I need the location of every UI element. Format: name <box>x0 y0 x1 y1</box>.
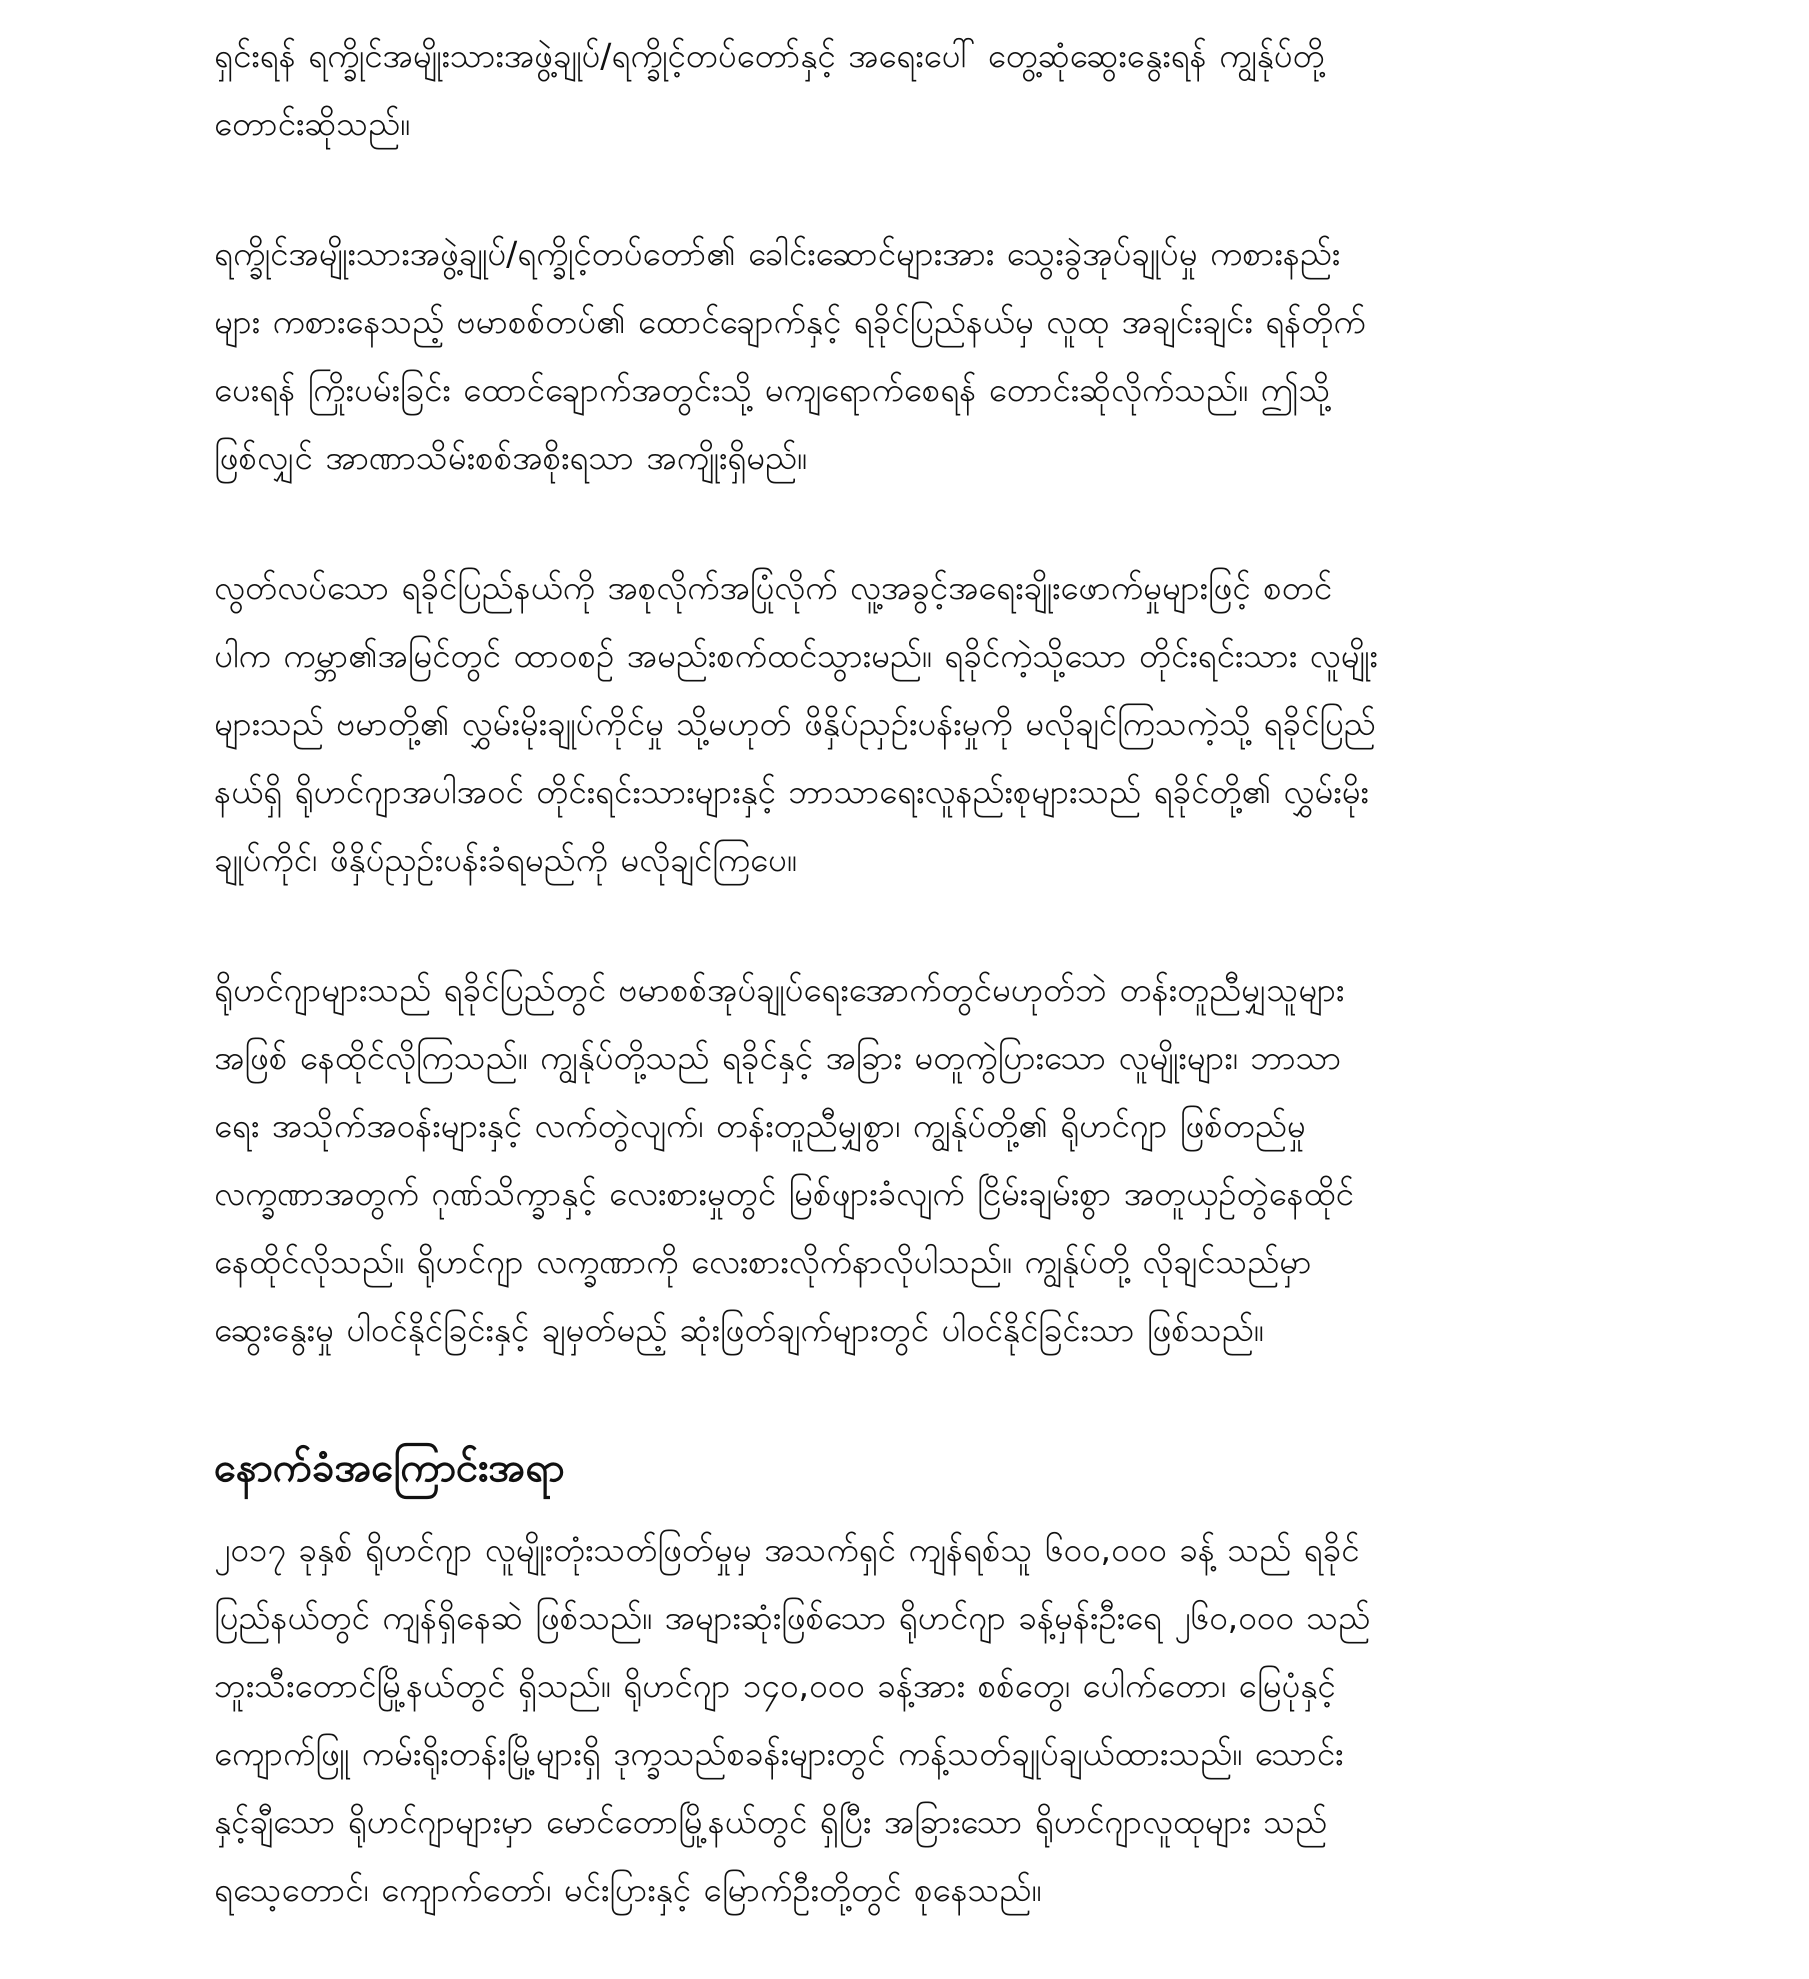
text-line: လက္ခဏာအတွက် ဂုဏ်သိက္ခာနှင့် လေးစားမှုတွင် မြစ်ဖျားခံလျက် ငြိမ်းချမ်းစွာ အတူယှဉ်တွဲနေထိုင် <box>214 1174 1354 1213</box>
text-line: များသည် ဗမာတို့၏ လွှမ်းမိုးချုပ်ကိုင်မှု သို့မဟုတ် ဖိနှိပ်ညှဉ်းပန်းမှုကို မလိုချင်ကြသကဲ့သို့ ရခိုင်ပြည် <box>214 704 1376 743</box>
text-line: ပြည်နယ်တွင် ကျန်ရှိနေဆဲ ဖြစ်သည်။ အများဆုံးဖြစ်သော ရိုဟင်ဂျာ ခန့်မှန်းဦးရေ ၂၆၀,၀၀၀ သည် <box>214 1598 1371 1637</box>
text-line: တောင်းဆိုသည်။ <box>214 104 411 143</box>
paragraph-4 <box>214 956 1595 1364</box>
text-line: ကျောက်ဖြူ ကမ်းရိုးတန်းမြို့များရှိ ဒုက္ခသည်စခန်းများတွင် ကန့်သတ်ချုပ်ချယ်ထားသည်။ သောင်း <box>214 1734 1344 1773</box>
text-line: အဖြစ် နေထိုင်လိုကြသည်။ ကျွန်ုပ်တို့သည် ရခိုင်နှင့် အခြား မတူကွဲပြားသော လူမျိုးများ၊ ဘာသာ <box>214 1038 1342 1077</box>
text-line: ဖြစ်လျှင် အာဏာသိမ်းစစ်အစိုးရသာ အကျိုးရှိမည်။ <box>214 438 807 477</box>
text-line: ရသေ့တောင်၊ ကျောက်တော်၊ မင်းပြားနှင့် မြောက်ဦးတို့တွင် စုနေသည်။ <box>214 1870 1042 1909</box>
paragraph-2 <box>214 220 1595 492</box>
text-line: ရေး အသိုက်အဝန်းများနှင့် လက်တွဲလျက်၊ တန်းတူညီမျှစွာ၊ ကျွန်ုပ်တို့၏ ရိုဟင်ဂျာ ဖြစ်တည်မှု <box>214 1106 1306 1145</box>
text-line: နှင့်ချီသော ရိုဟင်ဂျာများမှာ မောင်တောမြို့နယ်တွင် ရှိပြီး အခြားသော ရိုဟင်ဂျာလူထုများ သည် <box>214 1802 1328 1841</box>
text-line: ပါက ကမ္ဘာ၏အမြင်တွင် ထာဝစဉ် အမည်းစက်ထင်သွားမည်။ ရခိုင်ကဲ့သို့သော တိုင်းရင်းသား လူမျိုး <box>214 636 1378 675</box>
section-heading: နောက်ခံအကြောင်းအရာ <box>214 1445 565 1491</box>
text-line: ၂၀၁၇ ခုနှစ် ရိုဟင်ဂျာ လူမျိုးတုံးသတ်ဖြတ်မှုမှ အသက်ရှင် ကျန်ရစ်သူ ၆၀၀,၀၀၀ ခန့် သည် ရခိုင် <box>214 1530 1360 1569</box>
paragraph-1 <box>214 22 1595 158</box>
text-line: ရက္ခိုင်အမျိုးသားအဖွဲ့ချုပ်/ရက္ခိုင့်တပ်တော်၏ ခေါင်းဆောင်များအား သွေးခွဲအုပ်ချုပ်မှု ကစားနည်း <box>214 234 1341 273</box>
text-line: ဆွေးနွေးမှု ပါဝင်နိုင်ခြင်းနှင့် ချမှတ်မည့် ဆုံးဖြတ်ချက်များတွင် ပါဝင်နိုင်ခြင်းသာ ဖြစ်သည်။ <box>214 1310 1264 1349</box>
text-line: ရိုဟင်ဂျာများသည် ရခိုင်ပြည်တွင် ဗမာစစ်အုပ်ချုပ်ရေးအောက်တွင်မဟုတ်ဘဲ တန်းတူညီမျှသူများ <box>214 970 1345 1009</box>
paragraph-3 <box>214 554 1595 894</box>
text-line: များ ကစားနေသည့် ဗမာစစ်တပ်၏ ထောင်ချောက်နှင့် ရခိုင်ပြည်နယ်မှ လူထု အချင်းချင်း ရန်တိုက် <box>214 302 1366 341</box>
text-line: ချုပ်ကိုင်၊ ဖိနှိပ်ညှဉ်းပန်းခံရမည်ကို မလိုချင်ကြပေ။ <box>214 840 797 879</box>
text-line: ဘူးသီးတောင်မြို့နယ်တွင် ရှိသည်။ ရိုဟင်ဂျာ ၁၄၀,၀၀၀ ခန့်အား စစ်တွေ၊ ပေါက်တော၊ မြေပုံနှင့် <box>214 1666 1336 1705</box>
text-line: နယ်ရှိ ရိုဟင်ဂျာအပါအဝင် တိုင်းရင်းသားများနှင့် ဘာသာရေးလူနည်းစုများသည် ရခိုင်တို့၏ လွှမ်းမိုး <box>214 772 1369 811</box>
text-line: လွတ်လပ်သော ရခိုင်ပြည်နယ်ကို အစုလိုက်အပြုံလိုက် လူ့အခွင့်အရေးချိုးဖောက်မှုများဖြင့် စတင် <box>214 568 1333 607</box>
background-paragraph <box>214 1516 1595 1924</box>
text-line: ရှင်းရန် ရက္ခိုင်အမျိုးသားအဖွဲ့ချုပ်/ရက္ခိုင့်တပ်တော်နှင့် အရေးပေါ် တွေ့ဆုံဆွေးနွေးရန် ကျွန်ုပ်တို့ <box>214 36 1325 75</box>
text-line: နေထိုင်လိုသည်။ ရိုဟင်ဂျာ လက္ခဏာကို လေးစားလိုက်နာလိုပါသည်။ ကျွန်ုပ်တို့ လိုချင်သည်မှာ <box>214 1242 1312 1281</box>
text-line: ပေးရန် ကြိုးပမ်းခြင်း ထောင်ချောက်အတွင်းသို့ မကျရောက်စေရန် တောင်းဆိုလိုက်သည်။ ဤသို့ <box>214 370 1331 409</box>
